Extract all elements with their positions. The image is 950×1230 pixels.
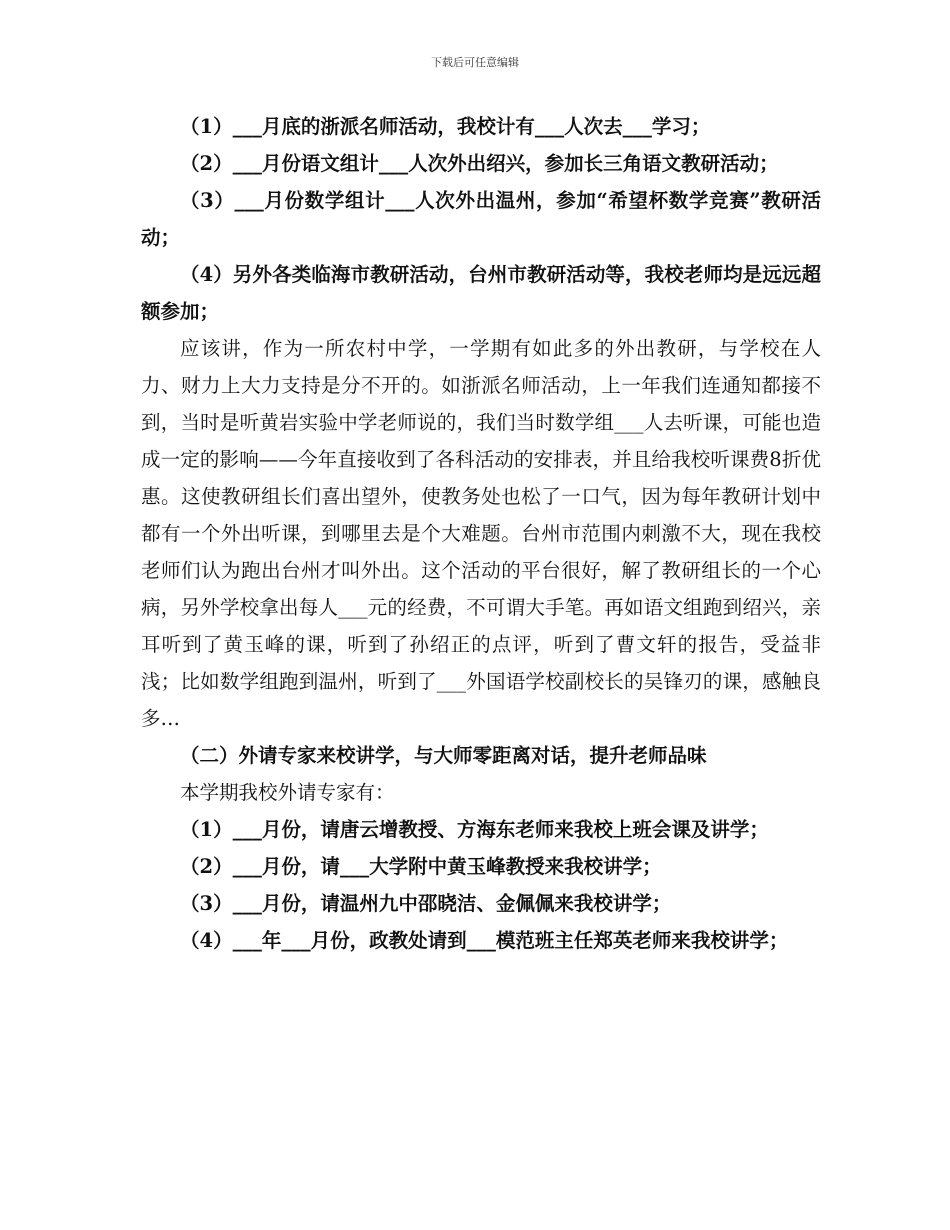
paragraph-3: （3）___月份数学组计___人次外出温州，参加“希望杯数学竞赛”教研活动；: [141, 189, 821, 249]
paragraph-4: （4）另外各类临海市教研活动，台州市教研活动等，我校老师均是远远超额参加；: [141, 263, 821, 323]
paragraph-expert-2: （2）___月份，请___大学附中黄玉峰教授来我校讲学；: [180, 855, 662, 878]
paragraph-intro: 本学期我校外请专家有：: [180, 781, 395, 804]
document-body: [141, 108, 821, 959]
paragraph-1: （1）___月底的浙派名师活动，我校计有___人次去___学习；: [180, 115, 711, 138]
paragraph-expert-1: （1）___月份，请唐云增教授、方海东老师来我校上班会课及讲学；: [180, 818, 769, 841]
page-header: 下载后可任意编辑: [431, 56, 519, 69]
section-heading: （二）外请专家来校讲学，与大师零距离对话，提升老师品味: [180, 744, 707, 767]
paragraph-expert-3: （3）___月份，请温州九中邵晓洁、金佩佩来我校讲学；: [180, 892, 672, 915]
paragraph-2: （2）___月份语文组计___人次外出绍兴，参加长三角语文教研活动；: [180, 152, 779, 175]
paragraph-body: 应该讲，作为一所农村中学，一学期有如此多的外出教研，与学校在人力、财力上大力支持是分不开的。如浙派名师活动，上一年我们连通知都接不到，当时是听黄岩实验中学老师说的，我们当时数学组___人去听课，可能也造成一定的影响——今年直接收到了各科活动的安排表，并且给我校听课费8折优惠。这使教研组长们喜出望外，使教务处也松了一口气，因为每年教研计划中都有一个外出听课，到哪里去是个大难题。台州市范围内刺激不大，现在我校老师们认为跑出台州才叫外出。这个活动的平台很好，解了教研组长的一个心病，另外学校拿出每人___元的经费，不可谓大手笔。再如语文组跑到绍兴，亲耳听到了黄玉峰的课，听到了孙绍正的点评，听到了曹文轩的报告，受益非浅；比如数学组跑到温州，听到了___外国语学校副校长的吴锋刃的课，感触良多…: [141, 337, 821, 730]
paragraph-expert-4: （4）___年___月份，政教处请到___模范班主任郑英老师来我校讲学；: [180, 929, 789, 952]
